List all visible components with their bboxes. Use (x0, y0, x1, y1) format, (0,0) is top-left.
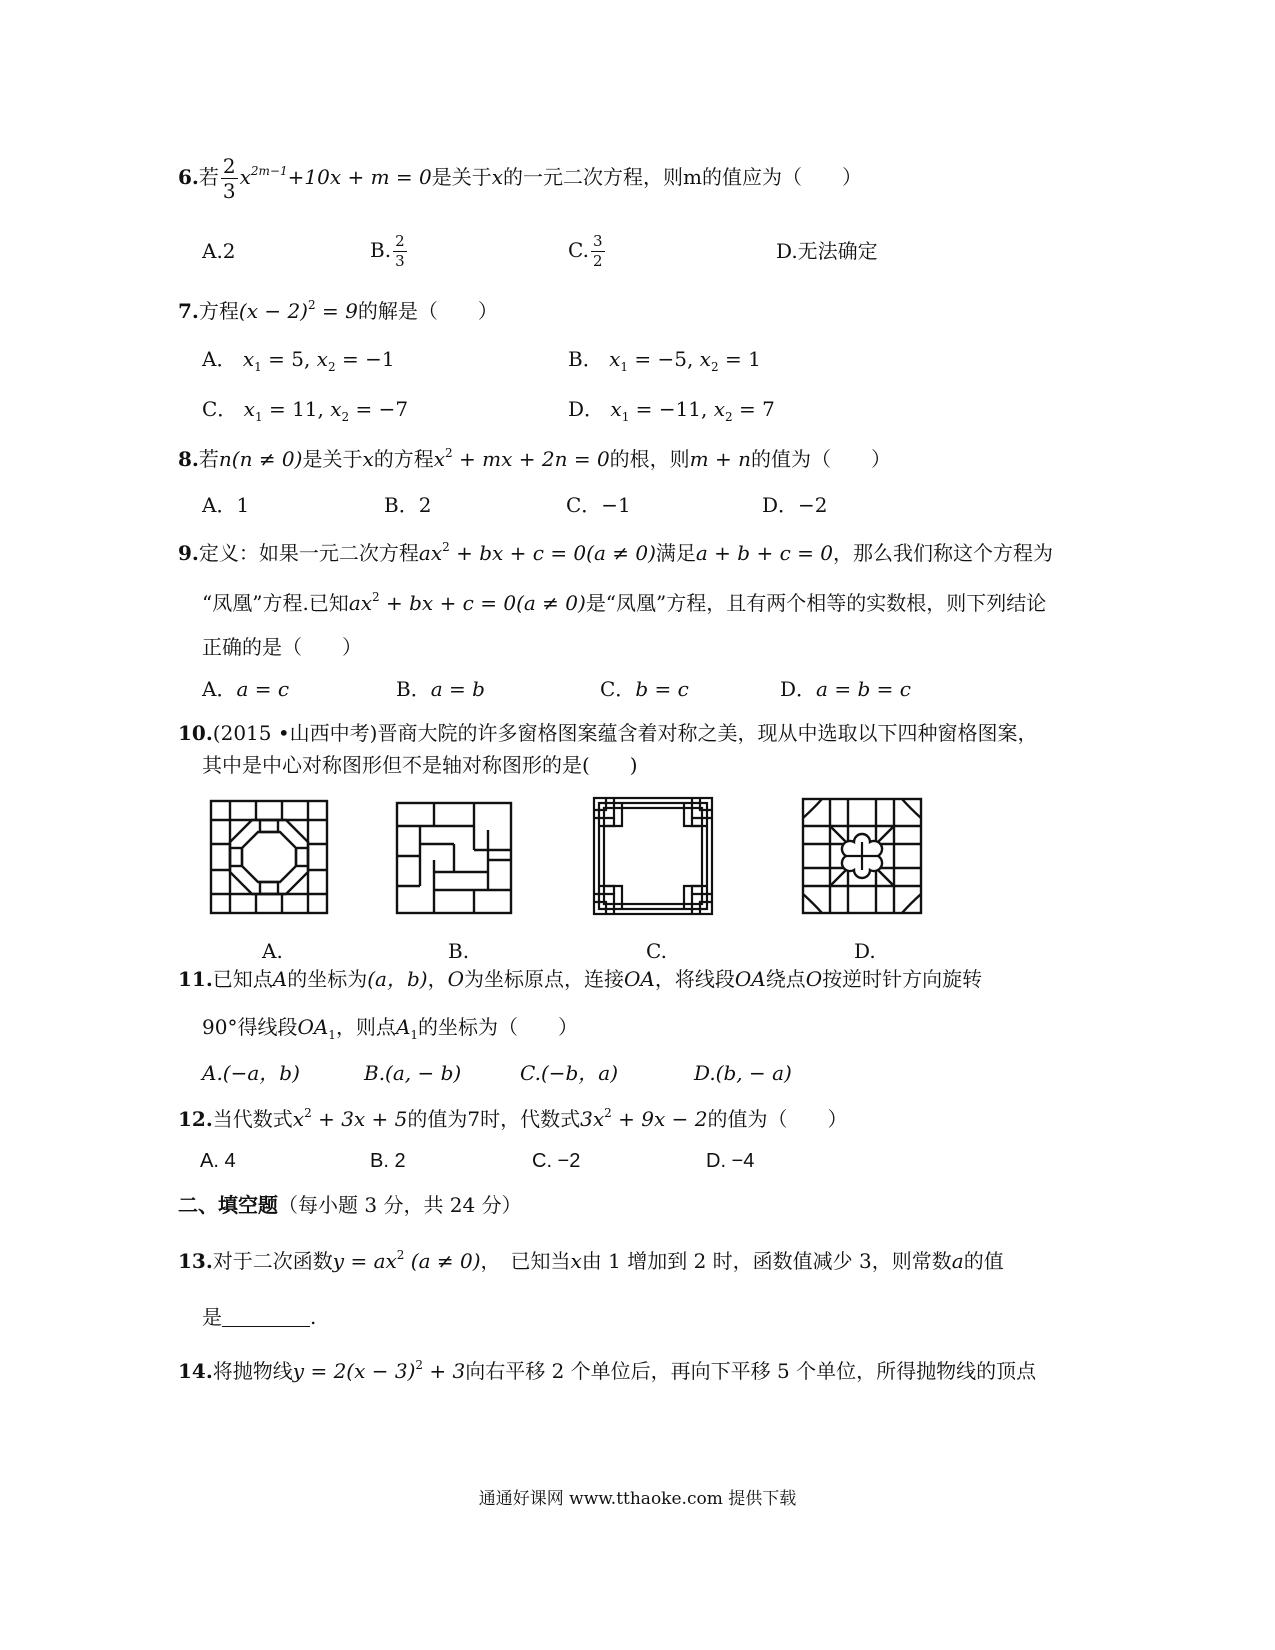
q6-option-a: A.2 (202, 239, 236, 263)
window-pattern-c (592, 796, 714, 916)
q7-option-a: A． $x_1 = 5$, $x_2 = -1$ (202, 347, 395, 374)
q8-option-a: A．1 (202, 493, 250, 517)
page-footer: 通通好课网 www.tthaoke.com 提供下载 (478, 1489, 797, 1509)
q11-option-d: D.(b, − a) (694, 1061, 792, 1085)
q6-stem: 6.若 $\frac{2}{3}$ $x^{2m-1}+10x + m = 0$是关于x的一元二次方程，则m的值应为（ ） (178, 154, 862, 203)
q11-stem-line1: 11.已知点A的坐标为(a，b)，O为坐标原点，连接OA，将线段OA绕点O按逆时针方向旋转 (178, 967, 983, 991)
section-2-header (178, 1190, 522, 1220)
q12-option-c: C. −2 (532, 1150, 581, 1172)
window-pattern-b (394, 800, 514, 916)
q9-stem-line2: “凤凰”方程.已知$ax^2$ + bx + c = 0(a ≠ 0)是“凤凰”方程，且有两个相等的实数根，则下列结论 (202, 590, 1047, 615)
q10-label-c: C. (646, 939, 667, 963)
q9-option-b: B．a = b (396, 677, 485, 701)
q6-option-c: C. $\frac{3}{2}$ (568, 232, 603, 270)
answer-blank (222, 1306, 310, 1327)
q6-option-b: B. $\frac{2}{3}$ (370, 232, 405, 270)
q11-option-a: A.(−a，b) (202, 1061, 300, 1085)
q7-stem: 7.方程$(x - 2)^2 = 9$的解是（ ） (178, 298, 498, 323)
q7-option-d: D． $x_1 = -11$, $x_2 = 7$ (568, 397, 775, 424)
q9-option-c: C．b = c (600, 677, 689, 701)
q14-stem: 14.将抛物线$y = 2(x - 3)^2 + 3$向右平移 2 个单位后，再向下平移 5 个单位，所得抛物线的顶点 (178, 1358, 1037, 1383)
window-pattern-a (208, 798, 330, 916)
q12-option-a: A. 4 (200, 1150, 236, 1172)
q10-label-a: A. (262, 939, 283, 963)
q10-stem-line2: 其中是中心对称图形但不是轴对称图形的是( ) (202, 753, 638, 777)
q6-fraction: $\frac{2}{3}$ (222, 154, 236, 203)
window-pattern-d (800, 796, 924, 916)
q6-option-d: D.无法确定 (776, 239, 878, 263)
q11-option-c: C.(−b，a) (520, 1061, 619, 1085)
q7-option-c: C． $x_1 = 11$, $x_2 = -7$ (202, 397, 409, 424)
section-2-note: （每小题 3 分，共 24 分） (278, 1193, 522, 1217)
q13-stem-line2: 是 . (202, 1305, 317, 1329)
q10-label-d: D. (854, 939, 876, 963)
q12-stem: 12.当代数式$x^2 + 3x + 5$的值为7时，代数式$3x^2 + 9x - 2$的值为（ ） (178, 1106, 848, 1131)
q6-number: 6. (178, 165, 199, 189)
q12-option-d: D. −4 (706, 1150, 755, 1172)
q8-option-c: C．−1 (566, 493, 631, 517)
q9-option-a: A．a = c (202, 677, 290, 701)
q12-option-b: B. 2 (370, 1150, 406, 1172)
q11-option-b: B.(a, − b) (364, 1061, 462, 1085)
q10-label-b: B. (448, 939, 470, 963)
q7-option-b: B． $x_1 = -5$, $x_2 = 1$ (568, 347, 761, 374)
q9-stem-line3: 正确的是（ ） (202, 635, 362, 659)
q10-stem-line1: 10.(2015 •山西中考)晋商大院的许多窗格图案蕴含着对称之美，现从中选取以下四种窗格图案， (178, 721, 1038, 745)
q9-stem-line1: 9.定义：如果一元二次方程$ax^2$ + bx + c = 0(a ≠ 0)满足a + b + c = 0，那么我们称这个方程为 (178, 540, 1053, 565)
section-2-title: 二、填空题 (178, 1193, 278, 1217)
q9-option-d: D．a = b = c (780, 677, 911, 701)
q8-option-d: D．−2 (762, 493, 828, 517)
q8-stem: 8.若n(n ≠ 0)是关于x的方程$x^2$ + mx + 2n = 0的根，则m + n的值为（ ） (178, 446, 891, 471)
q8-option-b: B．2 (384, 493, 432, 517)
q13-stem-line1: 13.对于二次函数$y = ax^2$ (a ≠ 0)， 已知当x由 1 增加到 2 时，函数值减少 3，则常数a的值 (178, 1248, 1004, 1273)
q11-stem-line2: 90°得线段$OA_1$，则点$A_1$的坐标为（ ） (202, 1015, 579, 1042)
